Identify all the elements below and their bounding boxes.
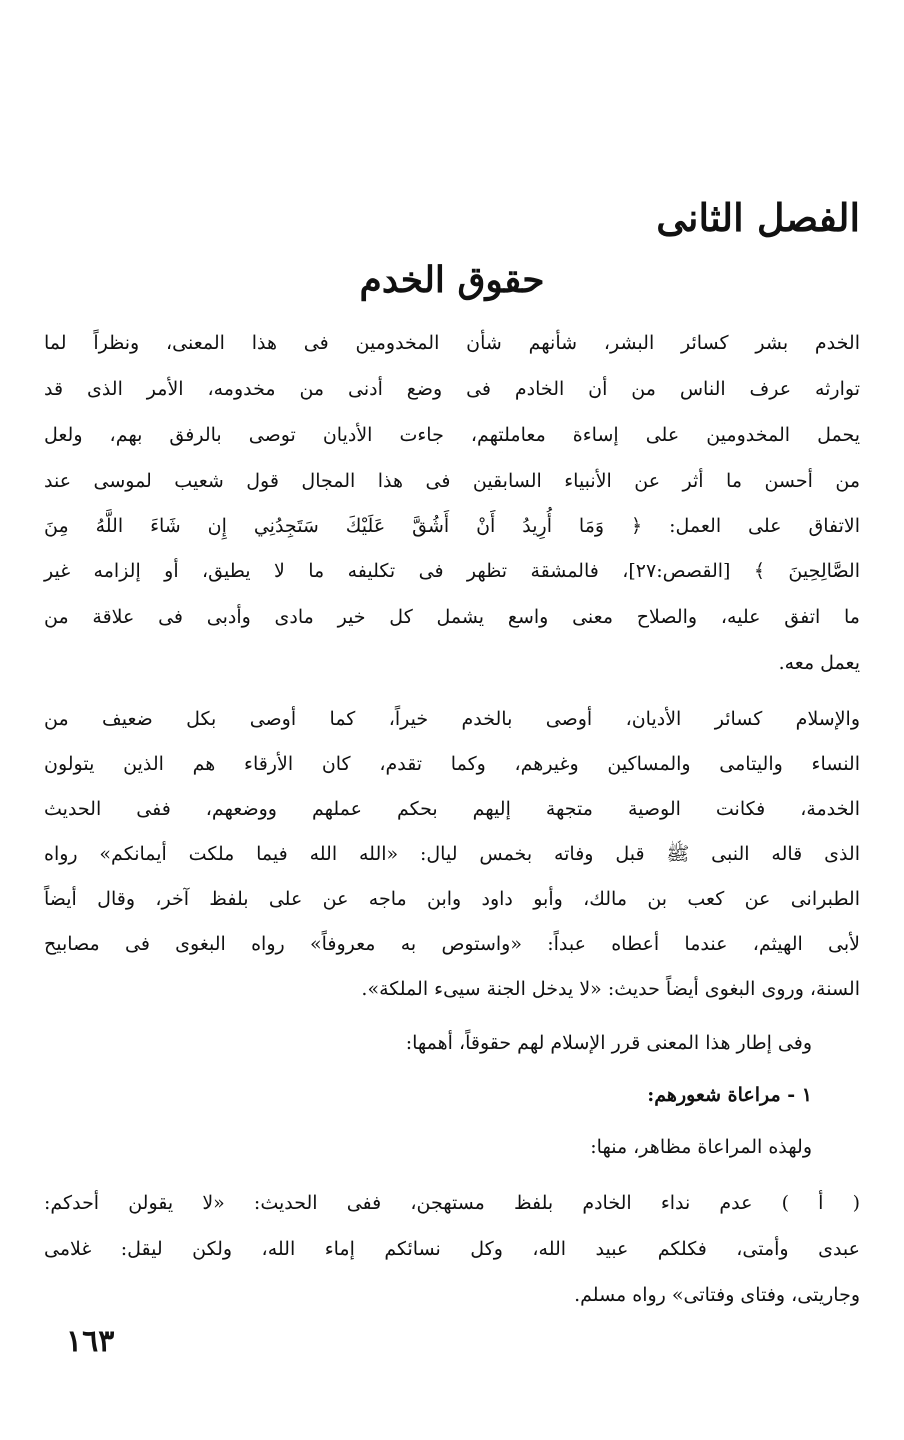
body-line: يعمل معه. <box>778 652 860 674</box>
body-line: الاتفاق على العمل: ﴿ وَمَا أُرِيدُ أَنْ أَشُقَّ عَلَيْكَ سَتَجِدُنِي إِن شَاءَ اللَّهُ مِنَ <box>44 515 860 537</box>
body-line: توارثه عرف الناس من أن الخادم فى وضع أدنى من مخدومه، الأمر الذى قد <box>44 378 860 400</box>
body-line: الخدمة، فكانت الوصية متجهة إليهم بحكم عملهم ووضعهم، ففى الحديث <box>44 798 860 820</box>
chapter-title: الفصل الثانى <box>656 195 860 240</box>
body-line: الخدم بشر كسائر البشر، شأنهم شأن المخدومين فى هذا المعنى، ونظراً لما <box>44 332 860 354</box>
body-line: والإسلام كسائر الأديان، أوصى بالخدم خيراً، كما أوصى بكل ضعيف من <box>44 708 860 730</box>
page-number: ١٦٣ <box>66 1324 115 1359</box>
body-line: النساء واليتامى والمساكين وغيرهم، وكما تقدم، كان الأرقاء هم الذين يتولون <box>44 753 860 775</box>
body-line: السنة، وروى البغوى أيضاً حديث: «لا يدخل الجنة سيىء الملكة». <box>361 978 860 1000</box>
body-line: الطبرانى عن كعب بن مالك، وأبو داود وابن ماجه عن على بلفظ آخر، وقال أيضاً <box>44 888 860 910</box>
body-line: وجاريتى، وفتاى وفتاتى» رواه مسلم. <box>574 1284 860 1306</box>
body-line: لأبى الهيثم، عندما أعطاه عبداً: «واستوص به معروفاً» رواه البغوى فى مصابيح <box>44 933 860 955</box>
subheading-line: ١ - مراعاة شعورهم: <box>647 1084 812 1106</box>
body-line: ما اتفق عليه، والصلاح معنى واسع يشمل كل خير مادى وأدبى فى علاقة من <box>44 606 860 628</box>
body-line: الذى قاله النبى ﷺ قبل وفاته بخمس ليال: «الله الله فيما ملكت أيمانكم» رواه <box>44 843 860 865</box>
body-line: ( أ ) عدم نداء الخادم بلفظ مستهجن، ففى الحديث: «لا يقولن أحدكم: <box>44 1192 860 1214</box>
body-line: وفى إطار هذا المعنى قرر الإسلام لهم حقوقاً، أهمها: <box>405 1032 812 1054</box>
body-line: عبدى وأمتى، فكلكم عبيد الله، وكل نسائكم إماء الله، ولكن ليقل: غلامى <box>44 1238 860 1260</box>
section-title: حقوق الخدم <box>359 259 545 301</box>
body-line: الصَّالِحِينَ ﴾ [القصص:٢٧]، فالمشقة تظهر فى تكليفه ما لا يطيق، أو إلزامه غير <box>44 560 860 582</box>
body-line: يحمل المخدومين على إساءة معاملتهم، جاءت الأديان توصى بالرفق بهم، ولعل <box>44 424 860 446</box>
body-line: ولهذه المراعاة مظاهر، منها: <box>590 1136 812 1158</box>
body-line: من أحسن ما أثر عن الأنبياء السابقين فى هذا المجال قول شعيب لموسى عند <box>44 470 860 492</box>
